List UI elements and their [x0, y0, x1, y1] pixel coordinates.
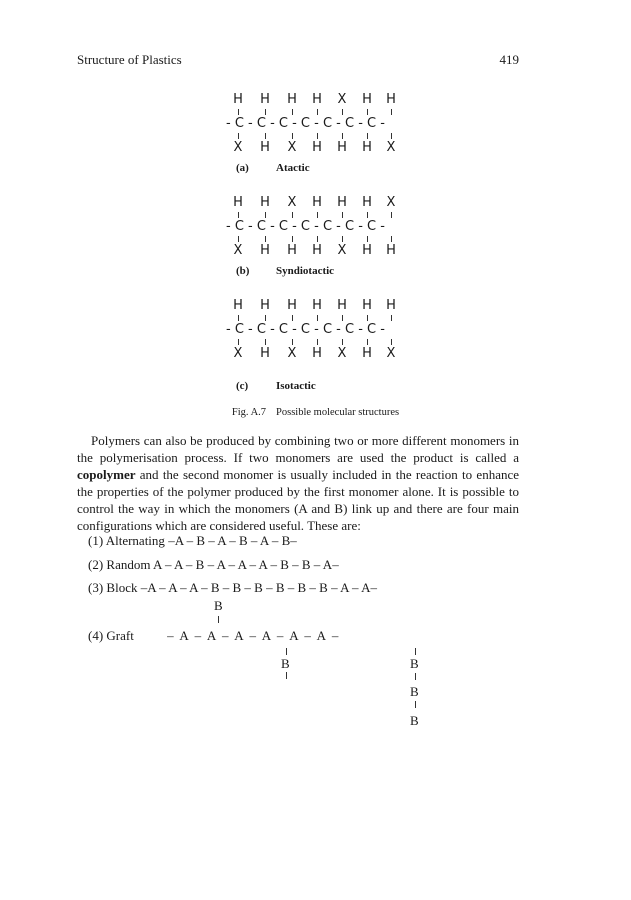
substituent: H [233, 195, 243, 210]
item-formula: – A – A – A – A – A – A – [167, 628, 339, 643]
substituent: X [386, 346, 396, 361]
carbon-chain: - C - C - C - C - C - C - C - [226, 322, 385, 337]
caption-letter: (b) [236, 265, 250, 277]
substituent: H [312, 195, 322, 210]
substituent: H [362, 346, 372, 361]
body-paragraph [77, 432, 519, 534]
item-name: Random [106, 557, 151, 572]
substituent: X [337, 346, 347, 361]
caption-name: Atactic [276, 162, 310, 174]
substituent: H [233, 92, 243, 107]
substituent: H [260, 298, 270, 313]
substituent: X [287, 195, 297, 210]
carbon-chain: - C - C - C - C - C - C - C - [226, 116, 385, 131]
substituent: H [260, 346, 270, 361]
substituent: H [362, 92, 372, 107]
page-number: 419 [499, 52, 519, 67]
item-number: (3) [88, 580, 104, 595]
key-term: copolymer [77, 467, 136, 482]
branch-monomer: B [410, 713, 419, 728]
paragraph-text: and the second monomer is usually included in the reaction to enhance the properties of the polymer produced by the first monomer alone. It is possible to control the way in which the monomers (A and B) link up and there are four main configurations which are considered useful. These are: [77, 467, 519, 533]
carbon-chain: - C - C - C - C - C - C - C - [226, 219, 385, 234]
item-name: Graft [106, 628, 134, 643]
figure-label: Fig. A.7 [231, 407, 267, 418]
item-number: (4) [88, 628, 104, 643]
caption-letter: (a) [236, 162, 249, 174]
configuration-item [88, 533, 297, 549]
substituent: X [337, 92, 347, 107]
substituent: X [337, 243, 347, 258]
substituent: H [260, 243, 270, 258]
substituent: H [260, 195, 270, 210]
substituent: H [312, 346, 322, 361]
item-name: Alternating [105, 533, 165, 548]
substituent: H [287, 243, 297, 258]
item-formula: –A – B – A – B – A – B– [168, 533, 297, 548]
figure-caption [0, 407, 631, 418]
substituent: X [233, 140, 243, 155]
substituent: X [386, 195, 396, 210]
substituent: H [312, 92, 322, 107]
substituent: X [233, 243, 243, 258]
branch-monomer: B [410, 684, 419, 699]
chapter-title: Structure of Plastics [77, 52, 182, 67]
item-name: Block [106, 580, 138, 595]
substituent: H [260, 92, 270, 107]
substituent: H [287, 298, 297, 313]
configuration-item [88, 580, 377, 596]
branch-monomer: B [214, 598, 223, 613]
branch-monomer: B [410, 656, 419, 671]
substituent: H [312, 140, 322, 155]
item-number: (1) [88, 533, 104, 548]
substituent: X [287, 346, 297, 361]
substituent: H [312, 243, 322, 258]
substituent: X [233, 346, 243, 361]
substituent: H [337, 140, 347, 155]
caption-name: Isotactic [276, 380, 316, 392]
syndiotactic-structure [226, 195, 426, 259]
paragraph-text: Polymers can also be produced by combining two or more different monomers in the polymerisation process. If two monomers are used the product is called a [77, 433, 519, 465]
item-formula: A – A – B – A – A – A – B – B – A– [153, 557, 339, 572]
running-header [77, 52, 519, 72]
caption-name: Syndiotactic [276, 265, 335, 277]
substituent: H [386, 243, 396, 258]
substituent: H [386, 92, 396, 107]
substituent: H [337, 298, 347, 313]
isotactic-structure [226, 298, 426, 362]
item-formula: –A – A – A – B – B – B – B – B – B – A – A– [140, 580, 377, 595]
substituent: X [386, 140, 396, 155]
configuration-item [88, 628, 338, 644]
substituent: H [386, 298, 396, 313]
substituent: H [362, 195, 372, 210]
substituent: H [312, 298, 322, 313]
substituent: H [337, 195, 347, 210]
substituent: H [260, 140, 270, 155]
substituent: X [287, 140, 297, 155]
configuration-item [88, 557, 339, 573]
substituent: H [362, 140, 372, 155]
substituent: H [362, 298, 372, 313]
branch-monomer: B [281, 656, 290, 671]
substituent: H [287, 92, 297, 107]
atactic-structure [226, 92, 426, 156]
caption-letter: (c) [236, 380, 249, 392]
item-number: (2) [88, 557, 104, 572]
figure-caption-text: Possible molecular structures [276, 407, 400, 418]
substituent: H [233, 298, 243, 313]
substituent: H [362, 243, 372, 258]
